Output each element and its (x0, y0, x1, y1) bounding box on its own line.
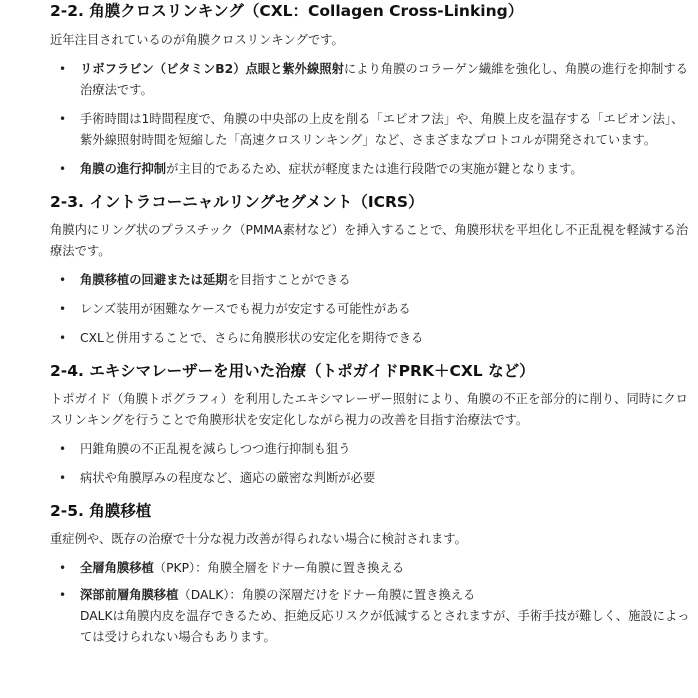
section-list-icrs (50, 270, 690, 349)
bullet-icon: • (59, 273, 67, 287)
list-item-text: 手術時間は1時間程度で、角膜の中央部の上皮を削る「エピオフ法」や、角膜上皮を温存する「エピオン法」、紫外線照射時間を短縮した「高速クロスリンキング」など、さまざまなプロトコルが開発されています。 (80, 112, 684, 147)
list-item-bold: 深部前層角膜移植 (80, 588, 179, 602)
list-item-text: を目指すことができる (227, 273, 351, 287)
list-item-note: DALKは角膜内皮を温存できるため、拒絶反応リスクが低減するとされますが、手術手技が難しく、施設によっては受けられない場合もあります。 (80, 609, 690, 644)
section-intro-icrs: 角膜内にリング状のプラスチック（PMMA素材など）を挿入することで、角膜形状を平坦化し不正乱視を軽減する治療法です。 (50, 223, 689, 258)
list-item-text: レンズ装用が困難なケースでも視力が安定する可能性がある (80, 302, 411, 316)
bullet-icon: • (59, 112, 67, 126)
bullet-icon: • (59, 162, 67, 176)
bullet-icon: • (59, 302, 67, 316)
list-item (50, 270, 690, 291)
list-item-bold: リボフラビン（ビタミンB2）点眼と紫外線照射 (80, 62, 344, 76)
list-item (50, 558, 690, 579)
list-item (50, 439, 690, 460)
list-item-bold: 角膜移植の回避または延期 (80, 273, 228, 287)
list-item-bold: 角膜の進行抑制 (80, 162, 167, 176)
list-item-text: CXLと併用することで、さらに角膜形状の安定化を期待できる (80, 331, 424, 345)
list-item (50, 328, 690, 349)
section-list-transplant (50, 558, 690, 648)
list-item (50, 585, 690, 648)
list-item (50, 468, 690, 489)
list-item-text: が主目的であるため、症状が軽度または進行段階での実施が鍵となります。 (166, 162, 583, 176)
list-item-text: （DALK）：角膜の深層だけをドナー角膜に置き換える (178, 588, 476, 602)
list-item (50, 59, 690, 101)
list-item-bold: 全層角膜移植 (80, 561, 154, 575)
list-item (50, 299, 690, 320)
list-item-text: 病状や角膜厚みの程度など、適応の厳密な判断が必要 (80, 471, 376, 485)
bullet-icon: • (59, 442, 67, 456)
list-item-text: （PKP）：角膜全層をドナー角膜に置き換える (153, 561, 405, 575)
section-list-excimer (50, 439, 690, 489)
section-list-cxl (50, 59, 690, 180)
section-intro-cxl: 近年注目されているのが角膜クロスリンキングです。 (50, 33, 344, 47)
section-title-excimer: 2-4. エキシマレーザーを用いた治療（トポガイドPRK＋CXL など） (50, 362, 535, 380)
bullet-icon: • (59, 588, 67, 602)
list-item (50, 159, 690, 180)
section-intro-excimer: トポガイド（角膜トポグラフィ）を利用したエキシマレーザー照射により、角膜の不正を部分的に削り、同時にクロスリンキングを行うことで角膜形状を安定化しながら視力の改善を目指す治療法です。 (50, 392, 688, 427)
bullet-icon: • (59, 471, 67, 485)
list-item-text: により角膜のコラーゲン繊維を強化し、角膜の進行を抑制する治療法です。 (80, 62, 688, 97)
bullet-icon: • (59, 331, 67, 345)
section-intro-transplant: 重症例や、既存の治療で十分な視力改善が得られない場合に検討されます。 (50, 532, 467, 546)
section-title-cxl: 2-2. 角膜クロスリンキング（CXL：Collagen Cross-Linking） (50, 2, 524, 20)
list-item-text: 円錐角膜の不正乱視を減らしつつ進行抑制も狙う (80, 442, 351, 456)
bullet-icon: • (59, 62, 67, 76)
section-title-transplant: 2-5. 角膜移植 (50, 502, 152, 520)
list-item (50, 109, 690, 151)
bullet-icon: • (59, 561, 67, 575)
section-title-icrs: 2-3. イントラコーニャルリングセグメント（ICRS） (50, 193, 424, 211)
